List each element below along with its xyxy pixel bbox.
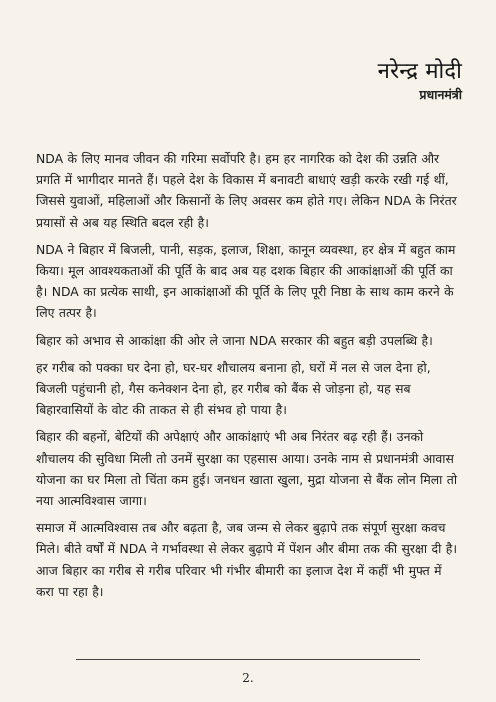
paragraph-3: बिहार को अभाव से आकांक्षा की ओर ले जाना NDA सरकार की बहुत बड़ी उपलब्धि है।	[36, 332, 433, 348]
paragraph-1: NDA के लिए मानव जीवन की गरिमा सर्वोपरि है। हम हर नागरिक को देश की उन्नति और प्रगति में भागीदार मानते हैं। पहले देश के विकास में बनावटी बाधाएं खड़ी करके रखी गई थीं, जिससे युवाओं, महिलाओं और किसानों के लिए अवसर कम होते गए। लेकिन NDA के निरंतर प्रयासों से अब यह स्थिति बदल रही है।	[36, 151, 457, 230]
footer-divider	[76, 659, 420, 660]
author-designation: प्रधानमंत्री	[419, 87, 462, 102]
paragraph-6: समाज में आत्मविश्वास तब और बढ़ता है, जब जन्म से लेकर बुढ़ापे तक संपूर्ण सुरक्षा कवच मिले। बीते वर्षों में NDA ने गर्भावस्था से लेकर बुढ़ापे में पेंशन और बीमा तक की सुरक्षा दी है। आज बिहार का गरीब से गरीब परिवार भी गंभीर बीमारी का इलाज देश में कहीं भी मुफ्त में करा पा रहा है।	[36, 520, 458, 599]
paragraph-2: NDA ने बिहार में बिजली, पानी, सड़क, इलाज, शिक्षा, कानून व्यवस्था, हर क्षेत्र में बहुत काम किया। मूल आवश्यकताओं की पूर्ति के बाद अब यह दशक बिहार की आकांक्षाओं की पूर्ति का है। NDA का प्रत्येक साथी, इन आकांक्षाओं की पूर्ति के लिए पूरी निष्ठा के साथ काम करने के लिए तत्पर है।	[36, 241, 456, 321]
author-name: नरेन्द्र मोदी	[377, 59, 462, 84]
page-number: 2.	[242, 671, 254, 685]
letter-body	[36, 148, 462, 608]
paragraph-4: हर गरीब को पक्का घर देना हो, घर-घर शौचालय बनाना हो, घरों में नल से जल देना हो, बिजली पहुंचानी हो, गैस कनेक्शन देना हो, हर गरीब को बैंक से जोड़ना हो, यह सब बिहारवासियों के वोट की ताकत से ही संभव हो पाया है।	[36, 359, 431, 418]
signature-header	[378, 58, 462, 104]
paragraph-5: बिहार की बहनों, बेटियों की अपेक्षाएं और आकांक्षाएं भी अब निरंतर बढ़ रही हैं। उनको शौचालय की सुविधा मिली तो उनमें सुरक्षा का एहसास आया। उनके नाम से प्रधानमंत्री आवास योजना का घर मिला तो चिंता कम हुई। जनधन खाता खुला, मुद्रा योजना से बैंक लोन मिला तो नया आत्मविश्वास जागा।	[36, 429, 458, 509]
